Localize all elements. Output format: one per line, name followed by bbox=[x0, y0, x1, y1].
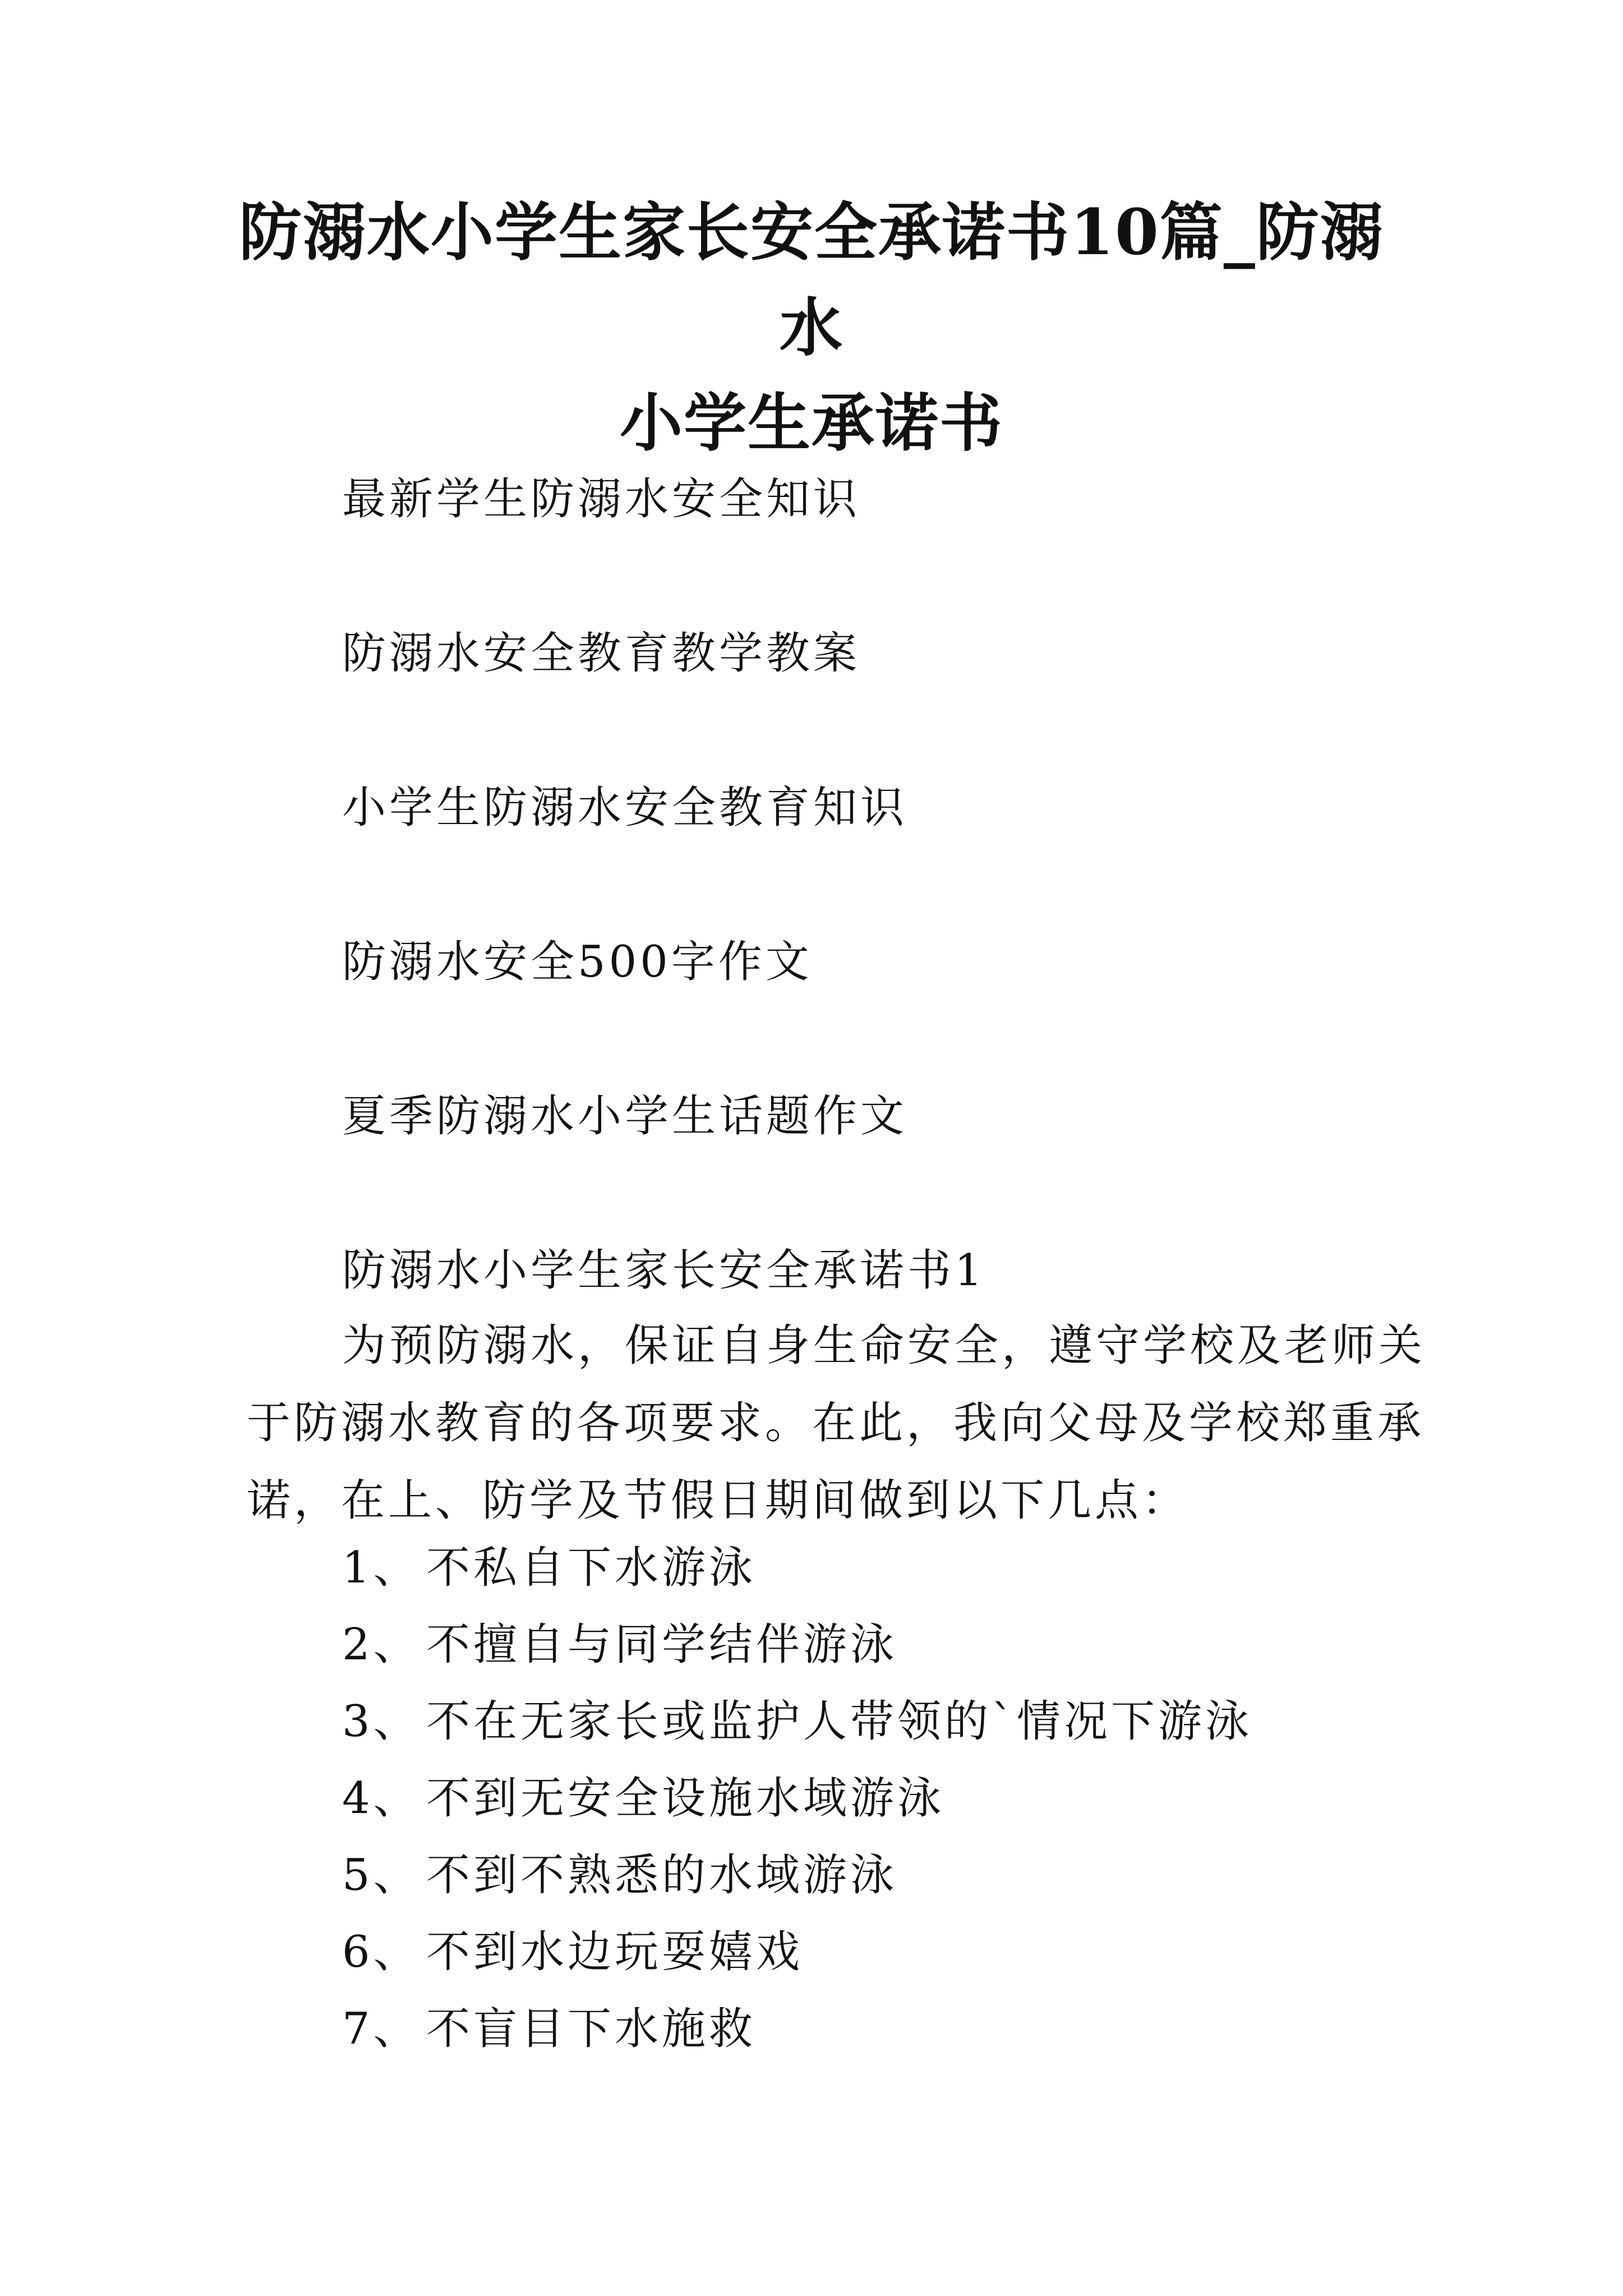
list-item bbox=[342, 1617, 897, 1673]
list-item bbox=[342, 1770, 944, 1826]
list-item bbox=[342, 2001, 756, 2057]
section-heading: 防溺水小学生家长安全承诺书1 bbox=[342, 1245, 986, 1296]
topic-item: 小学生防溺水安全教育知识 bbox=[342, 783, 908, 833]
list-item-number: 2、 bbox=[342, 1619, 421, 1670]
list-item-text: 不私自下水游泳 bbox=[426, 1543, 757, 1593]
list-item-text: 不到水边玩耍嬉戏 bbox=[426, 1927, 804, 1977]
list-item-number: 5、 bbox=[342, 1850, 421, 1901]
title-line-1: 防溺水小学生家长安全承诺书10篇_防溺水 bbox=[239, 196, 1384, 365]
list-item-number: 4、 bbox=[342, 1773, 421, 1824]
list-item bbox=[342, 1694, 1252, 1750]
topic-item: 最新学生防溺水安全知识 bbox=[342, 474, 861, 524]
list-item-text: 不擅自与同学结伴游泳 bbox=[426, 1619, 898, 1670]
list-item-number: 6、 bbox=[342, 1927, 421, 1977]
list-item-number: 7、 bbox=[342, 2004, 421, 2054]
list-item-text: 不到无安全设施水域游泳 bbox=[426, 1773, 945, 1824]
list-item-text: 不盲目下水施救 bbox=[426, 2004, 757, 2054]
topic-item: 防溺水安全教育教学教案 bbox=[342, 628, 861, 679]
list-item bbox=[342, 1924, 803, 1980]
list-item-text: 不在无家长或监护人带领的`情况下游泳 bbox=[426, 1696, 1253, 1747]
topic-item: 防溺水安全500字作文 bbox=[342, 937, 813, 987]
list-item-text: 不到不熟悉的水域游泳 bbox=[426, 1850, 898, 1901]
title-line-2: 小学生承诺书 bbox=[620, 386, 1003, 460]
intro-paragraph: 为预防溺水，保证自身生命安全，遵守学校及老师关于防溺水教育的各项要求。在此，我向父母及学校郑重承诺，在上、防学及节假日期间做到以下几点： bbox=[247, 1320, 1426, 1526]
list-item bbox=[342, 1847, 897, 1903]
topic-item: 夏季防溺水小学生话题作文 bbox=[342, 1091, 908, 1142]
list-item-number: 3、 bbox=[342, 1696, 421, 1747]
document-title bbox=[224, 185, 1399, 471]
list-item bbox=[342, 1540, 756, 1596]
list-item-number: 1、 bbox=[342, 1543, 421, 1593]
